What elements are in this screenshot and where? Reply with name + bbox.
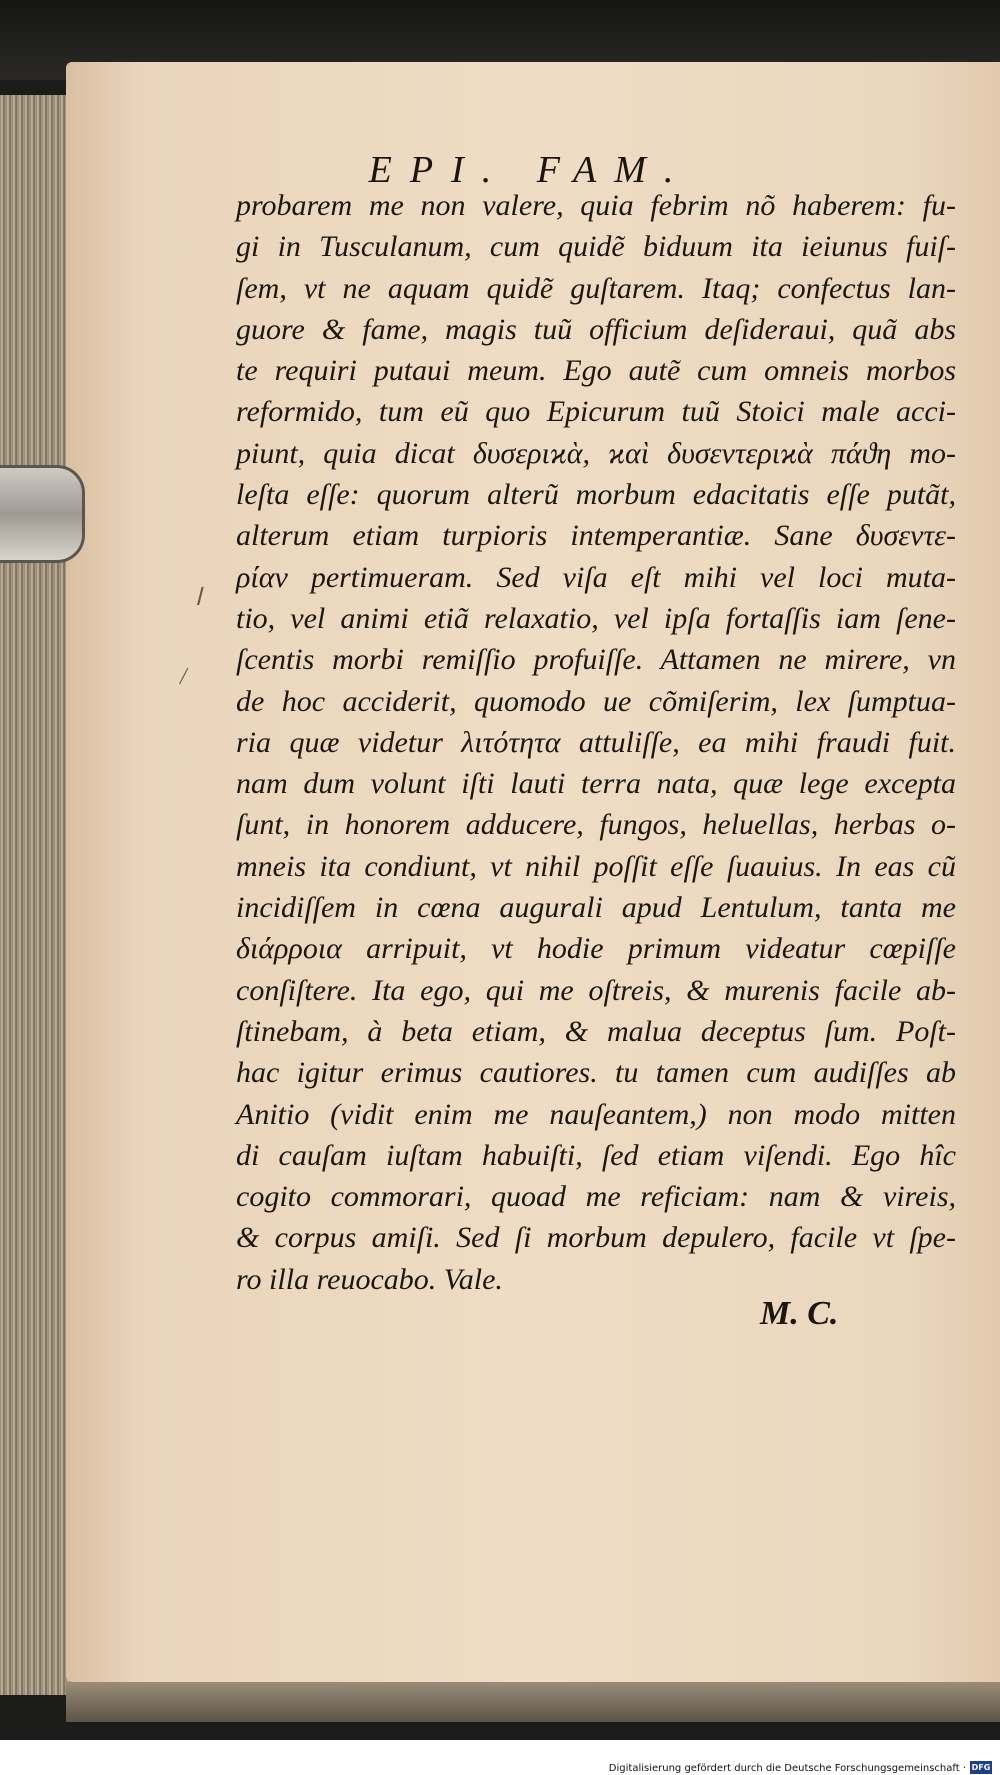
- text-line: incidiſſem in cœna augurali apud Lentulum, tanta me: [236, 891, 956, 925]
- text-line: ſtinebam, à beta etiam, & malua deceptus ſum. Poſt-: [236, 1014, 956, 1048]
- signature: M. C.: [760, 1295, 839, 1332]
- text-line: ſunt, in honorem adducere, fungos, heluellas, herbas o-: [236, 808, 956, 842]
- text-line: conſiſtere. Ita ego, qui me oſtreis, & murenis facile ab-: [236, 973, 956, 1007]
- text-line: ρίαν pertimueram. Sed viſa eſt mihi vel loci muta-: [236, 560, 956, 594]
- text-line: piunt, quia dicat δυσεριϰὰ, ϰαὶ δυσεντεριϰὰ πάϑη mo-: [236, 436, 956, 470]
- text-line: & corpus amiſi. Sed ſi morbum depulero, facile vt ſpe-: [236, 1221, 956, 1255]
- text-line: de hoc acciderit, quomodo ue cõmiſerim, lex ſumptua-: [236, 684, 956, 718]
- text-line: mneis ita condiunt, vt nihil poſſit eſſe ſuauius. In eas cũ: [236, 849, 956, 883]
- text-line: di cauſam iuſtam habuiſti, ſed etiam viſendi. Ego hîc: [236, 1138, 956, 1172]
- text-line: alterum etiam turpioris intemperantiæ. Sane δυσεντε-: [236, 519, 956, 553]
- dfg-logo: DFG: [971, 1763, 991, 1772]
- text-line: guore & fame, magis tuũ officium deſideraui, quã abs: [236, 312, 956, 346]
- text-line: nam dum volunt iſti lauti terra nata, quæ lege excepta: [236, 767, 956, 801]
- text-line: ro illa reuocabo. Vale.: [236, 1262, 503, 1296]
- text-line: ſem, vt ne aquam quidẽ guſtarem. Itaq; confectus lan-: [236, 271, 956, 305]
- text-line: te requiri putaui meum. Ego autẽ cum omneis morbos: [236, 354, 956, 388]
- book-page-edges: [0, 95, 73, 1695]
- text-line: διάρροια arripuit, vt hodie primum videatur cœpiſſe: [236, 932, 956, 966]
- book-bottom-edge: [66, 1682, 1000, 1722]
- funding-note: Digitalisierung gefördert durch die Deutsche Forschungsgemeinschaft ·: [608, 1763, 966, 1774]
- body-text: [236, 185, 956, 1300]
- running-header: EPI. FAM.: [368, 149, 692, 191]
- text-line: cogito commorari, quoad me reficiam: nam & vireis,: [236, 1180, 956, 1214]
- text-line: ria quæ videtur λιτότητα attuliſſe, ea mihi fraudi fuit.: [236, 725, 956, 759]
- text-line: ſcentis morbi remiſſio profuiſſe. Attamen ne mirere, vn: [236, 643, 956, 677]
- margin-mark: ꞁ: [196, 580, 203, 606]
- text-line: hac igitur erimus cautiores. tu tamen cum audiſſes ab: [236, 1056, 956, 1090]
- text-line: reformido, tum eũ quo Epicurum tuũ Stoici male acci-: [236, 395, 956, 429]
- text-line: gi in Tusculanum, cum quidẽ biduum ita ieiunus fuiſ-: [236, 230, 956, 264]
- text-line: Anitio (vidit enim me nauſeantem,) non modo mitten: [236, 1097, 956, 1131]
- text-line: tio, vel animi etiã relaxatio, vel ipſa fortaſſis iam ſene-: [236, 601, 956, 635]
- text-line: probarem me non valere, quia febrim nõ haberem: fu-: [236, 189, 956, 222]
- margin-mark: /: [180, 664, 187, 690]
- text-line: leſta eſſe: quorum alterũ morbum edacitatis eſſe putãt,: [236, 478, 956, 512]
- book-clamp: [0, 465, 85, 563]
